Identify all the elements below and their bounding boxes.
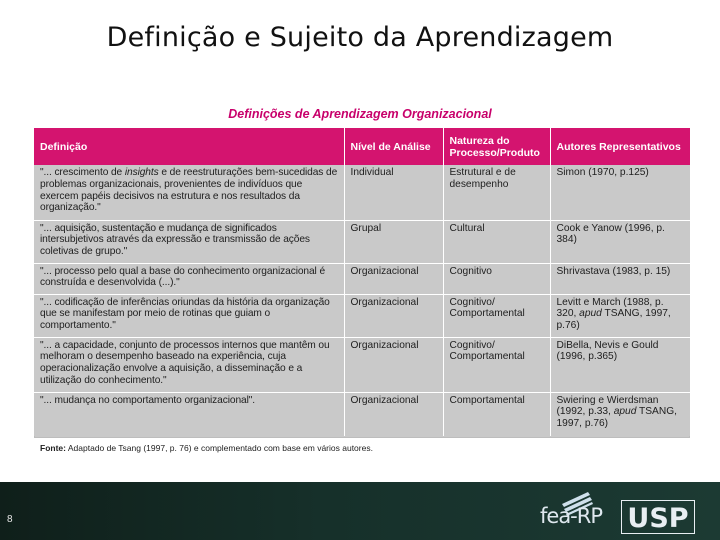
table-heading: Definições de Aprendizagem Organizacional: [228, 107, 492, 121]
table-header-row: [34, 128, 690, 165]
cell-definicao: "... mudança no comportamento organizacional".: [34, 392, 344, 436]
usp-logo-icon: [621, 500, 695, 534]
cell-nivel: Organizacional: [344, 392, 443, 436]
footer-bar: [0, 482, 720, 540]
fearp-logo: [540, 490, 610, 534]
cell-autores: Cook e Yanow (1996, p. 384): [550, 220, 690, 263]
cell-definicao: "... crescimento de insights e de reestruturações bem-sucedidas de problemas organizacionais, provenientes de indivíduos que exercem papéis decisivos na estrutura e nos resultados da organização.": [34, 165, 344, 220]
header-autores: Autores Representativos: [550, 128, 690, 165]
source-text: Adaptado de Tsang (1997, p. 76) e complementado com base em vários autores.: [67, 443, 373, 453]
cell-nivel: Organizacional: [344, 337, 443, 392]
header-definicao: Definição: [34, 128, 344, 165]
header-natureza: Natureza do Processo/Produto: [443, 128, 550, 165]
table-row: [34, 263, 690, 294]
source-label: Fonte:: [40, 443, 66, 453]
cell-natureza: Cognitivo/ Comportamental: [443, 337, 550, 392]
cell-autores: Levitt e March (1988, p. 320, apud TSANG, 1997, p.76): [550, 294, 690, 337]
cell-natureza: Cultural: [443, 220, 550, 263]
cell-autores: Simon (1970, p.125): [550, 165, 690, 220]
cell-definicao: "... aquisição, sustentação e mudança de significados intersubjetivos através da expressão e transmissão de ações coletivas de grupo.": [34, 220, 344, 263]
cell-autores: Swiering e Wierdsman (1992, p.33, apud TSANG, 1997, p.76): [550, 392, 690, 436]
usp-logo-text: USP: [627, 503, 689, 534]
cell-definicao: "... a capacidade, conjunto de processos internos que mantêm ou melhoram o desempenho baseado na experiência, cuja operacionalização envolve a aquisição, a disseminação e a utilização do conhecimento.": [34, 337, 344, 392]
cell-autores: Shrivastava (1983, p. 15): [550, 263, 690, 294]
fearp-logo-text: fea-RP: [540, 504, 603, 528]
table-row: [34, 337, 690, 392]
definitions-table: [34, 128, 690, 436]
cell-definicao: "... processo pelo qual a base do conhecimento organizacional é construída e desenvolvida (...).": [34, 263, 344, 294]
usp-logo: [621, 500, 695, 534]
page-number: 8: [7, 514, 13, 525]
cell-natureza: Comportamental: [443, 392, 550, 436]
table-row: [34, 294, 690, 337]
table-row: [34, 165, 690, 220]
cell-nivel: Grupal: [344, 220, 443, 263]
cell-natureza: Cognitivo/ Comportamental: [443, 294, 550, 337]
cell-nivel: Organizacional: [344, 294, 443, 337]
slide-title: Definição e Sujeito da Aprendizagem: [106, 22, 614, 53]
cell-nivel: Organizacional: [344, 263, 443, 294]
cell-natureza: Estrutural e de desempenho: [443, 165, 550, 220]
cell-natureza: Cognitivo: [443, 263, 550, 294]
header-nivel: Nível de Análise: [344, 128, 443, 165]
source-note: [40, 443, 373, 453]
cell-definicao: "... codificação de inferências oriundas da história da organização que se manifestam por meio de rotinas que guiam o comportamento.": [34, 294, 344, 337]
cell-autores: DiBella, Nevis e Gould (1996, p.365): [550, 337, 690, 392]
table-row: [34, 392, 690, 436]
table-row: [34, 220, 690, 263]
cell-nivel: Individual: [344, 165, 443, 220]
